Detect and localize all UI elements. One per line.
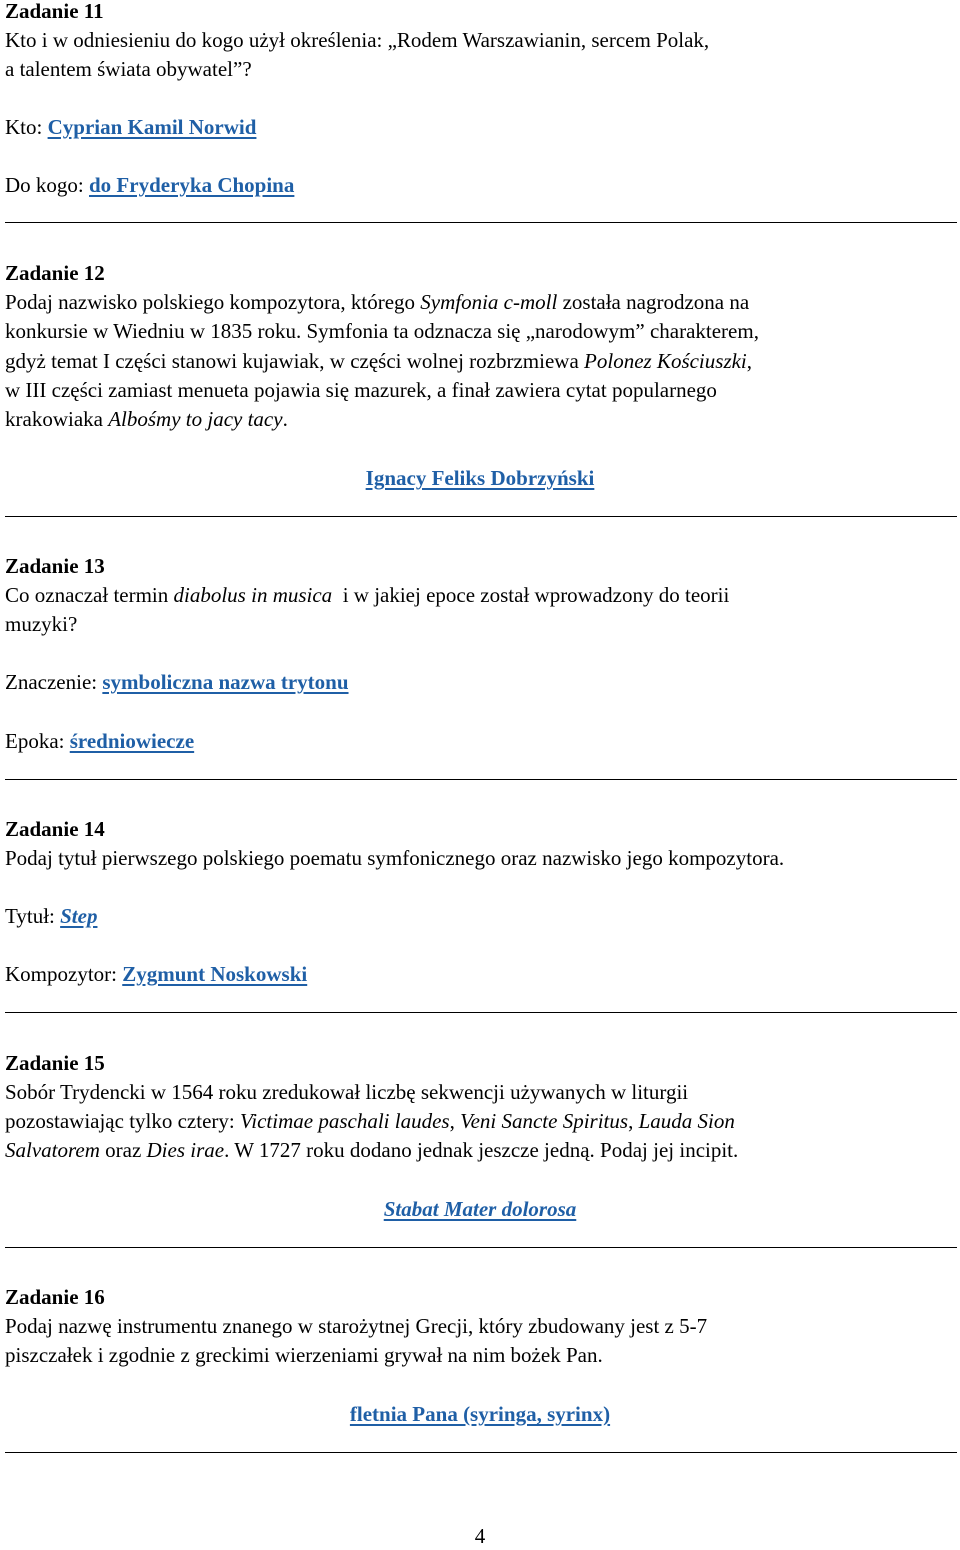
work-title: Symfonia c-moll: [420, 290, 558, 314]
sequence-title: Lauda Sion: [638, 1109, 735, 1133]
task-14-question: Podaj tytuł pierwszego polskiego poematu symfonicznego oraz nazwisko jego kompozytora.: [5, 846, 785, 870]
text-span: gdyż temat I części stanowi kujawiak, w części wolnej rozbrzmiewa: [5, 349, 585, 373]
epoch-answer: średniowiecze: [69, 729, 195, 753]
meaning-answer: symboliczna nazwa trytonu: [102, 670, 349, 694]
separator-rule: [5, 1012, 957, 1013]
task-14-title-row: [5, 902, 97, 931]
task-12-title: Zadanie 12: [5, 261, 105, 285]
text-span: Co oznaczał termin: [5, 583, 174, 607]
text-span: krakowiaka: [5, 407, 109, 431]
text-span: oraz: [99, 1138, 147, 1162]
task-11-title: Zadanie 11: [5, 0, 104, 23]
title-label: Tytuł:: [5, 904, 61, 928]
epoch-label: Epoka:: [5, 729, 70, 753]
task-15-answer-row: [0, 1195, 960, 1224]
title-answer: Step: [60, 904, 98, 928]
task-15-text-line-2: [5, 1107, 735, 1136]
sequence-title: Victimae paschali laudes: [240, 1109, 450, 1133]
sequence-title: Veni Sancte Spiritus: [460, 1109, 629, 1133]
task-11-question-line-1: Kto i w odniesieniu do kogo użył określenia: „Rodem Warszawianin, sercem Polak,: [5, 28, 710, 52]
sequence-title: Dies irae: [146, 1138, 225, 1162]
task-13-meaning: [5, 668, 349, 697]
task-16-answer: fletnia Pana (syringa, syrinx): [349, 1402, 611, 1426]
work-title: Polonez Kościuszki: [584, 349, 747, 373]
task-12-text-line-3: [5, 347, 752, 376]
text-span: ,: [449, 1109, 461, 1133]
task-11-question-line-2: a talentem świata obywatel”?: [5, 57, 252, 81]
text-span: i w jakiej epoce został wprowadzony do teorii: [332, 583, 730, 607]
separator-rule: [5, 222, 957, 223]
task-12-answer-row: [0, 464, 960, 493]
task-12-text-line-1: [5, 288, 749, 317]
who-answer: Cyprian Kamil Norwid: [47, 115, 257, 139]
task-12-answer: Ignacy Feliks Dobrzyński: [365, 466, 595, 490]
task-15-text-line-3: [5, 1136, 738, 1165]
task-15-answer: Stabat Mater dolorosa: [383, 1197, 577, 1221]
text-span: została nagrodzona na: [557, 290, 750, 314]
sequence-title: Salvatorem: [5, 1138, 100, 1162]
composer-label: Kompozytor:: [5, 962, 123, 986]
task-16-text-line-1: Podaj nazwę instrumentu znanego w starożytnej Grecji, który zbudowany jest z 5-7: [5, 1314, 708, 1338]
task-13-text-line-1: [5, 581, 729, 610]
task-13-epoch: [5, 727, 194, 756]
task-13-title: Zadanie 13: [5, 554, 105, 578]
task-12-text-line-5: [5, 405, 288, 434]
task-11-who: [5, 113, 256, 142]
text-span: ,: [746, 349, 753, 373]
separator-rule: [5, 516, 957, 517]
task-16-text-line-2: piszczałek i zgodnie z greckimi wierzeniami grywał na nim bożek Pan.: [5, 1343, 603, 1367]
task-13-text-line-2: muzyki?: [5, 612, 78, 636]
to-whom-label: Do kogo:: [5, 173, 89, 197]
task-15-title: Zadanie 15: [5, 1051, 105, 1075]
task-14-title: Zadanie 14: [5, 817, 105, 841]
task-16-answer-row: [0, 1400, 960, 1429]
separator-rule: [5, 1247, 957, 1248]
meaning-label: Znaczenie:: [5, 670, 103, 694]
text-span: . W 1727 roku dodano jednak jeszcze jedną. Podaj jej incipit.: [224, 1138, 739, 1162]
page-number: 4: [474, 1524, 486, 1548]
separator-rule: [5, 1452, 957, 1453]
task-11-to-whom: [5, 171, 294, 200]
text-span: pozostawiając tylko cztery:: [5, 1109, 240, 1133]
to-whom-answer: do Fryderyka Chopina: [89, 173, 295, 197]
task-15-text-line-1: Sobór Trydencki w 1564 roku zredukował liczbę sekwencji używanych w liturgii: [5, 1080, 689, 1104]
task-12-text-line-2: konkursie w Wiedniu w 1835 roku. Symfonia ta odznacza się „narodowym” charakterem,: [5, 319, 759, 343]
text-span: Podaj nazwisko polskiego kompozytora, którego: [5, 290, 421, 314]
who-label: Kto:: [5, 115, 48, 139]
task-14-composer-row: [5, 960, 307, 989]
text-span: ,: [628, 1109, 639, 1133]
term: diabolus in musica: [173, 583, 333, 607]
task-16-title: Zadanie 16: [5, 1285, 105, 1309]
text-span: .: [282, 407, 288, 431]
work-title: Albośmy to jacy tacy: [108, 407, 283, 431]
separator-rule: [5, 779, 957, 780]
composer-answer: Zygmunt Noskowski: [122, 962, 308, 986]
task-12-text-line-4: w III części zamiast menueta pojawia się mazurek, a finał zawiera cytat popularnego: [5, 378, 717, 402]
